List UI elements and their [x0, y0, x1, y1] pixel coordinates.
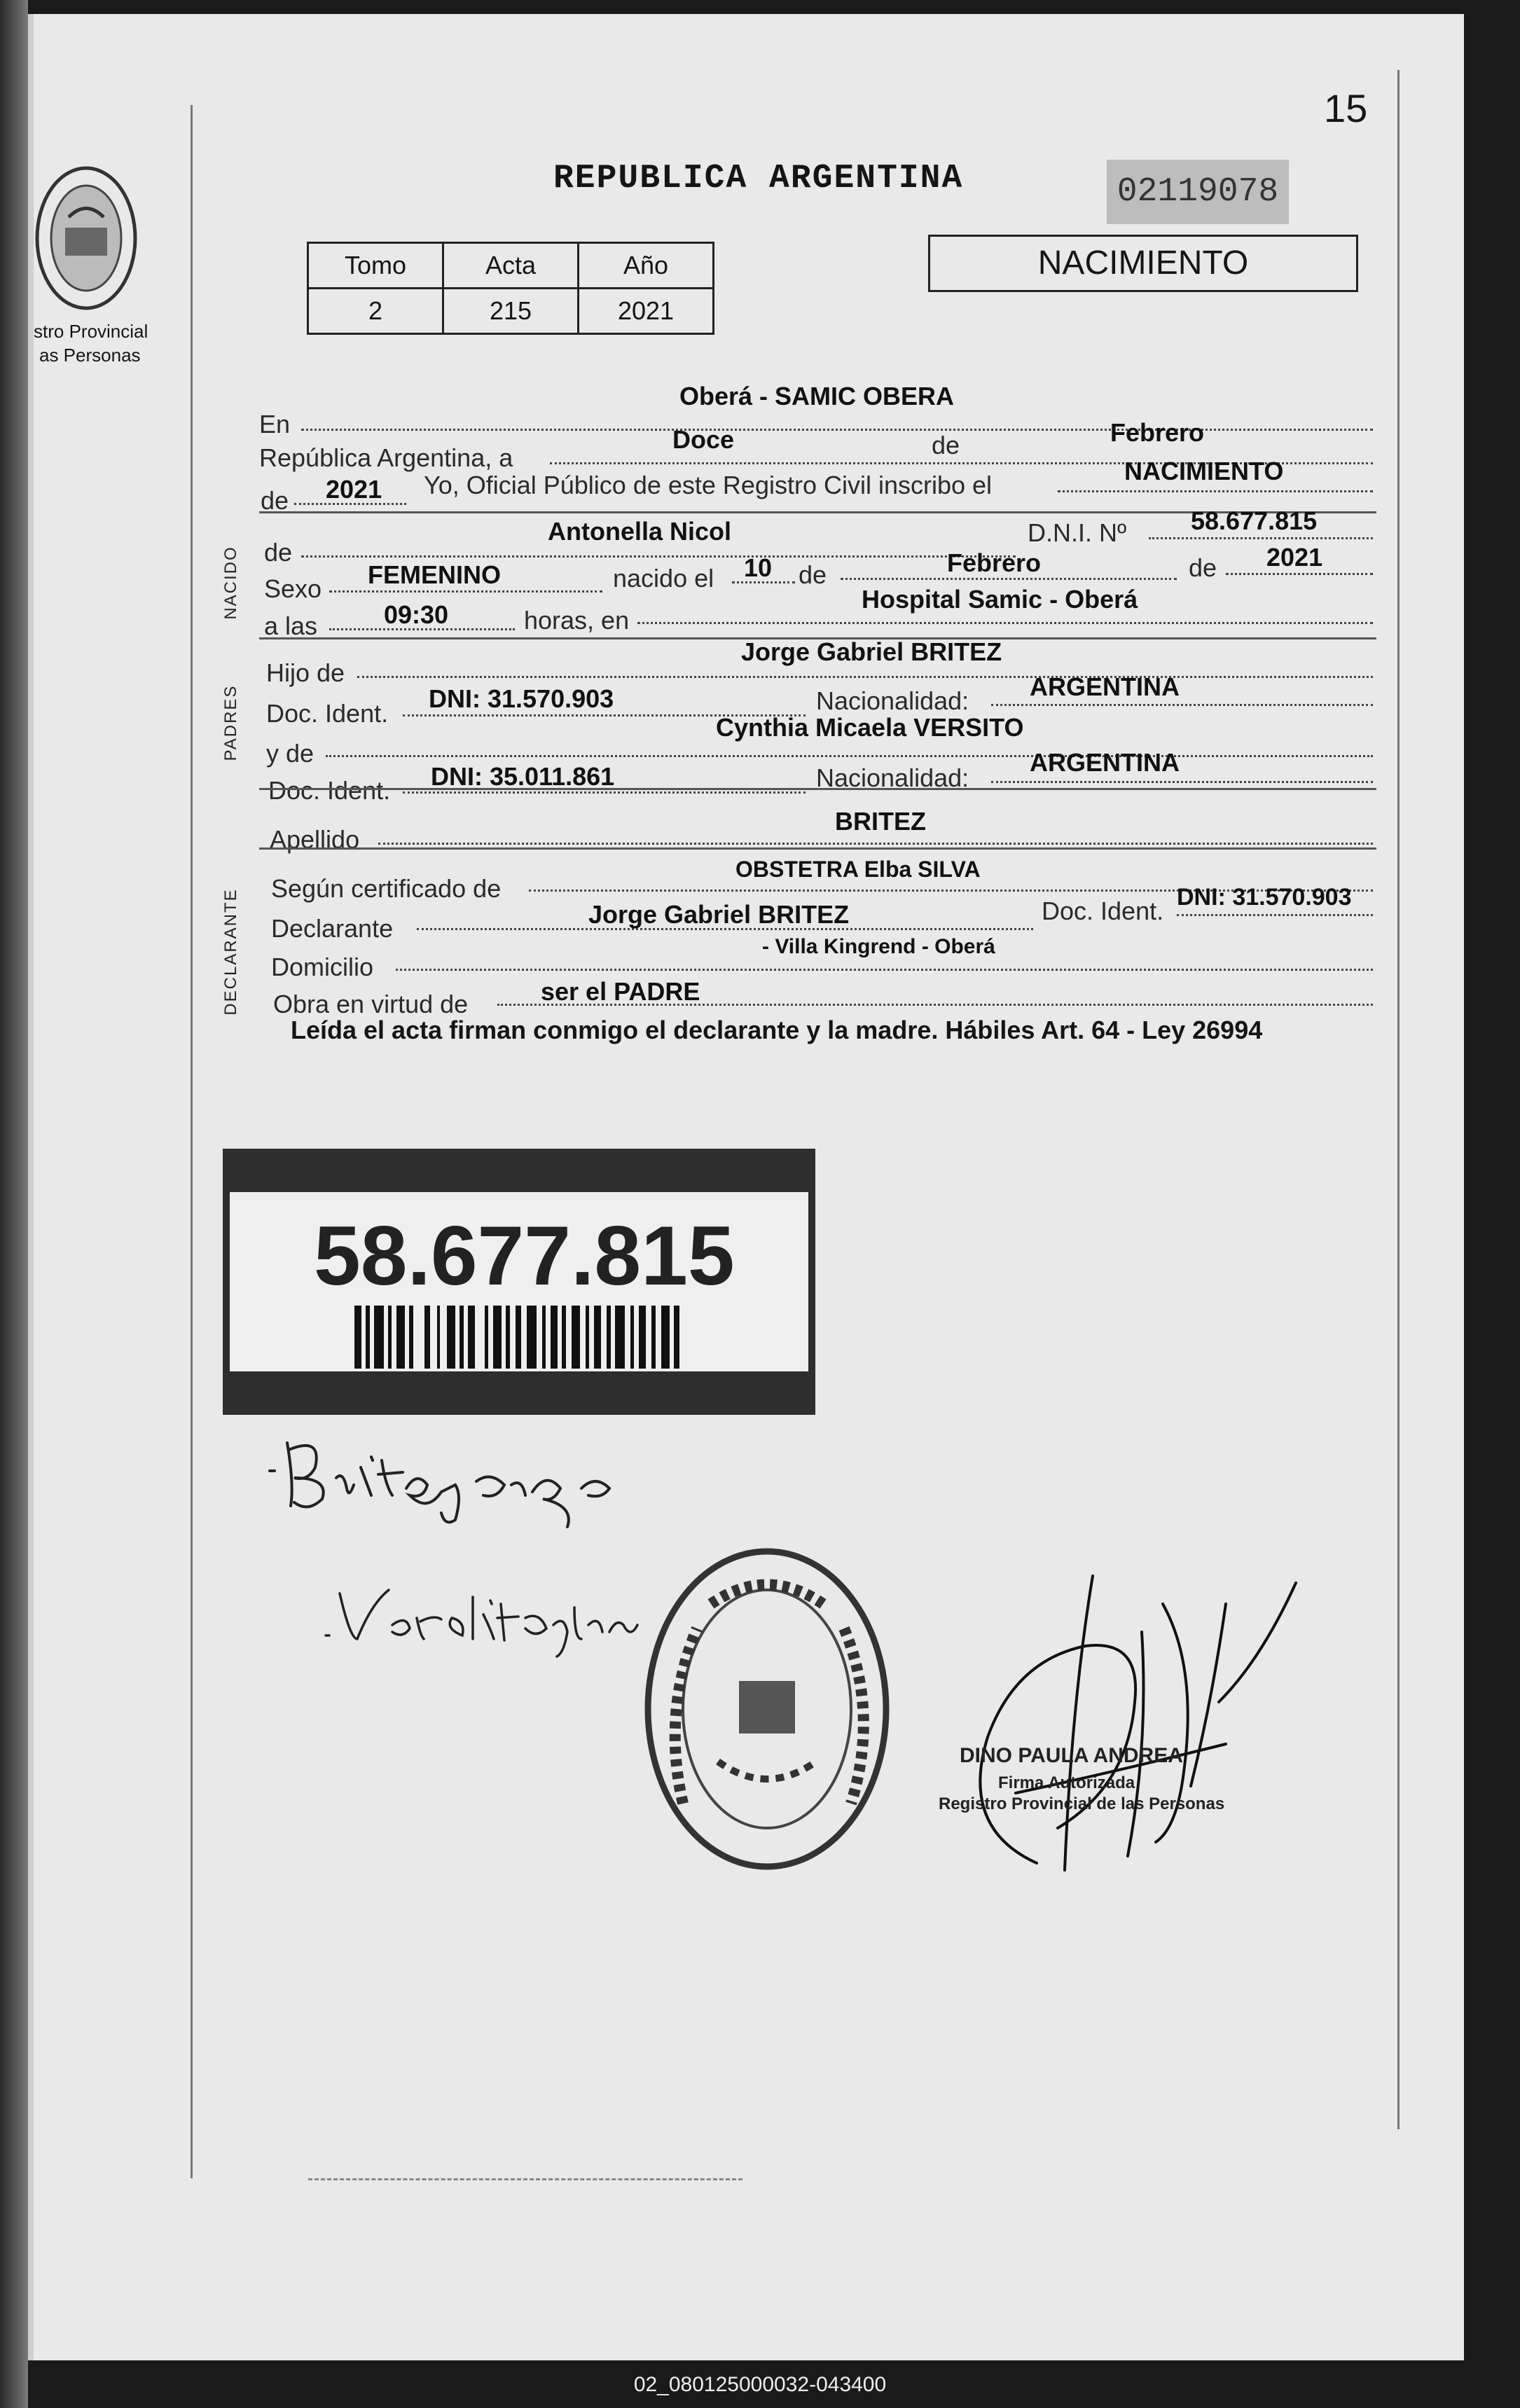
section-divider — [259, 847, 1376, 850]
barcode-icon — [354, 1306, 684, 1369]
label-oficial: Yo, Oficial Público de este Registro Civil inscribo el — [424, 471, 993, 499]
value-domicilio: - Villa Kingrend - Oberá — [762, 935, 995, 958]
dot-line — [396, 969, 1373, 971]
book-spine — [0, 0, 28, 2408]
right-margin-line — [1397, 70, 1400, 2129]
value-declarante: Jorge Gabriel BRITEZ — [588, 900, 850, 929]
value-hora: 09:30 — [384, 600, 449, 629]
record-table — [307, 242, 714, 335]
record-type-box: NACIMIENTO — [928, 235, 1358, 292]
registry-stamp-icon — [634, 1537, 900, 1881]
label-nacido-el: nacido el — [613, 564, 714, 593]
value-madre: Cynthia Micaela VERSITO — [716, 713, 1024, 742]
header-acta: Acta — [443, 243, 579, 289]
dot-line — [378, 843, 1373, 845]
label-apellido: Apellido — [270, 825, 360, 854]
section-label-declarante: DECLARANTE — [221, 888, 240, 1016]
dot-line — [1177, 914, 1373, 916]
value-apellido: BRITEZ — [835, 807, 926, 836]
header-anio: Año — [579, 243, 714, 289]
footer-code: 02_080125000032-043400 — [633, 2373, 887, 2396]
page-edge — [28, 14, 34, 2360]
official-role: Firma Autorizada — [998, 1773, 1135, 1792]
record-table-header — [308, 243, 714, 289]
label-horas-en: horas, en — [524, 606, 630, 635]
label-de: de — [932, 431, 960, 459]
dot-line — [991, 781, 1373, 783]
dot-line — [329, 590, 602, 593]
official-name: DINO PAULA ANDREA — [960, 1744, 1183, 1767]
label-segun: Según certificado de — [271, 874, 502, 903]
label-doc-ident-declarante: Doc. Ident. — [1042, 897, 1164, 925]
label-republica: República Argentina, a — [259, 443, 513, 472]
official-signature — [932, 1562, 1324, 1891]
value-padre: Jorge Gabriel BRITEZ — [741, 637, 1002, 666]
registry-label-line1: stro Provincial — [34, 321, 148, 342]
dot-line — [991, 704, 1373, 706]
value-lugar: Oberá - SAMIC OBERA — [679, 382, 955, 410]
label-de-anio-nac: de — [1189, 553, 1217, 582]
province-seal-icon — [34, 161, 139, 315]
value-nac-dia: 10 — [744, 553, 773, 582]
country-title: REPUBLICA ARGENTINA — [553, 160, 964, 198]
value-lugar-nac: Hospital Samic - Oberá — [862, 585, 1138, 614]
section-label-padres: PADRES — [221, 684, 240, 761]
value-declarante-doc: DNI: 31.570.903 — [1177, 884, 1352, 911]
value-certificado: OBSTETRA Elba SILVA — [735, 857, 981, 882]
label-y-de: y de — [266, 739, 315, 768]
value-dia-texto: Doce — [672, 425, 735, 454]
dot-line — [357, 676, 1373, 678]
value-madre-doc: DNI: 35.011.861 — [431, 762, 615, 791]
label-obra: Obra en virtud de — [273, 990, 469, 1018]
label-a-las: a las — [264, 611, 318, 640]
mother-signature — [322, 1576, 644, 1660]
value-obra: ser el PADRE — [541, 977, 700, 1006]
dot-line — [637, 622, 1373, 624]
label-hijo-de: Hijo de — [266, 658, 345, 687]
official-org: Registro Provincial de las Personas — [939, 1794, 1225, 1813]
label-dni: D.N.I. Nº — [1028, 518, 1127, 547]
dot-line — [403, 791, 806, 794]
registry-label-line2: as Personas — [39, 345, 141, 366]
dot-line — [1058, 490, 1373, 492]
label-nacionalidad-madre: Nacionalidad: — [816, 763, 969, 792]
section-label-nacido: NACIDO — [221, 546, 240, 620]
sticker-number: 58.677.815 — [314, 1209, 735, 1303]
label-doc-ident-madre: Doc. Ident. — [268, 776, 391, 805]
label-sexo: Sexo — [264, 574, 322, 603]
legal-text: Leída el acta firman conmigo el declarante y la madre. Hábiles Art. 64 - Ley 26994 — [291, 1016, 1263, 1044]
dot-line — [326, 755, 1373, 757]
value-padre-nac: ARGENTINA — [1030, 672, 1180, 701]
dot-line — [1149, 537, 1373, 539]
dot-line — [301, 555, 1016, 558]
serial-number: 02119078 — [1107, 160, 1289, 224]
label-nacionalidad-padre: Nacionalidad: — [816, 686, 969, 715]
value-tomo: 2 — [308, 289, 443, 334]
label-de-nombre: de — [264, 538, 293, 567]
label-doc-ident-padre: Doc. Ident. — [266, 699, 389, 728]
value-anio: 2021 — [326, 475, 382, 504]
section-divider — [259, 788, 1376, 790]
dot-line — [841, 578, 1177, 580]
sticker-label — [230, 1192, 808, 1371]
value-sexo: FEMENINO — [368, 560, 502, 589]
label-domicilio: Domicilio — [271, 953, 374, 981]
value-nombre: Antonella Nicol — [548, 517, 732, 546]
label-de-anio: de — [261, 486, 289, 515]
label-declarante: Declarante — [271, 914, 394, 943]
value-mes-texto: Febrero — [1110, 418, 1205, 447]
header-tomo: Tomo — [308, 243, 443, 289]
dni-sticker — [223, 1149, 815, 1415]
dot-line — [301, 429, 1373, 431]
record-table-row — [308, 289, 714, 334]
father-signature — [266, 1429, 630, 1534]
value-tipo: NACIMIENTO — [1124, 457, 1284, 485]
value-nac-anio: 2021 — [1266, 543, 1323, 572]
label-de-mes: de — [799, 560, 827, 589]
value-nac-mes: Febrero — [947, 548, 1042, 577]
value-dni: 58.677.815 — [1191, 506, 1318, 535]
bottom-faint-line — [308, 2178, 742, 2180]
page-number: 15 — [1324, 86, 1368, 130]
dot-line — [1226, 573, 1373, 575]
value-padre-doc: DNI: 31.570.903 — [429, 684, 614, 713]
value-acta: 215 — [443, 289, 579, 334]
label-en: En — [259, 410, 291, 438]
value-madre-nac: ARGENTINA — [1030, 748, 1180, 777]
value-anio: 2021 — [579, 289, 714, 334]
left-margin-line — [191, 105, 193, 2178]
